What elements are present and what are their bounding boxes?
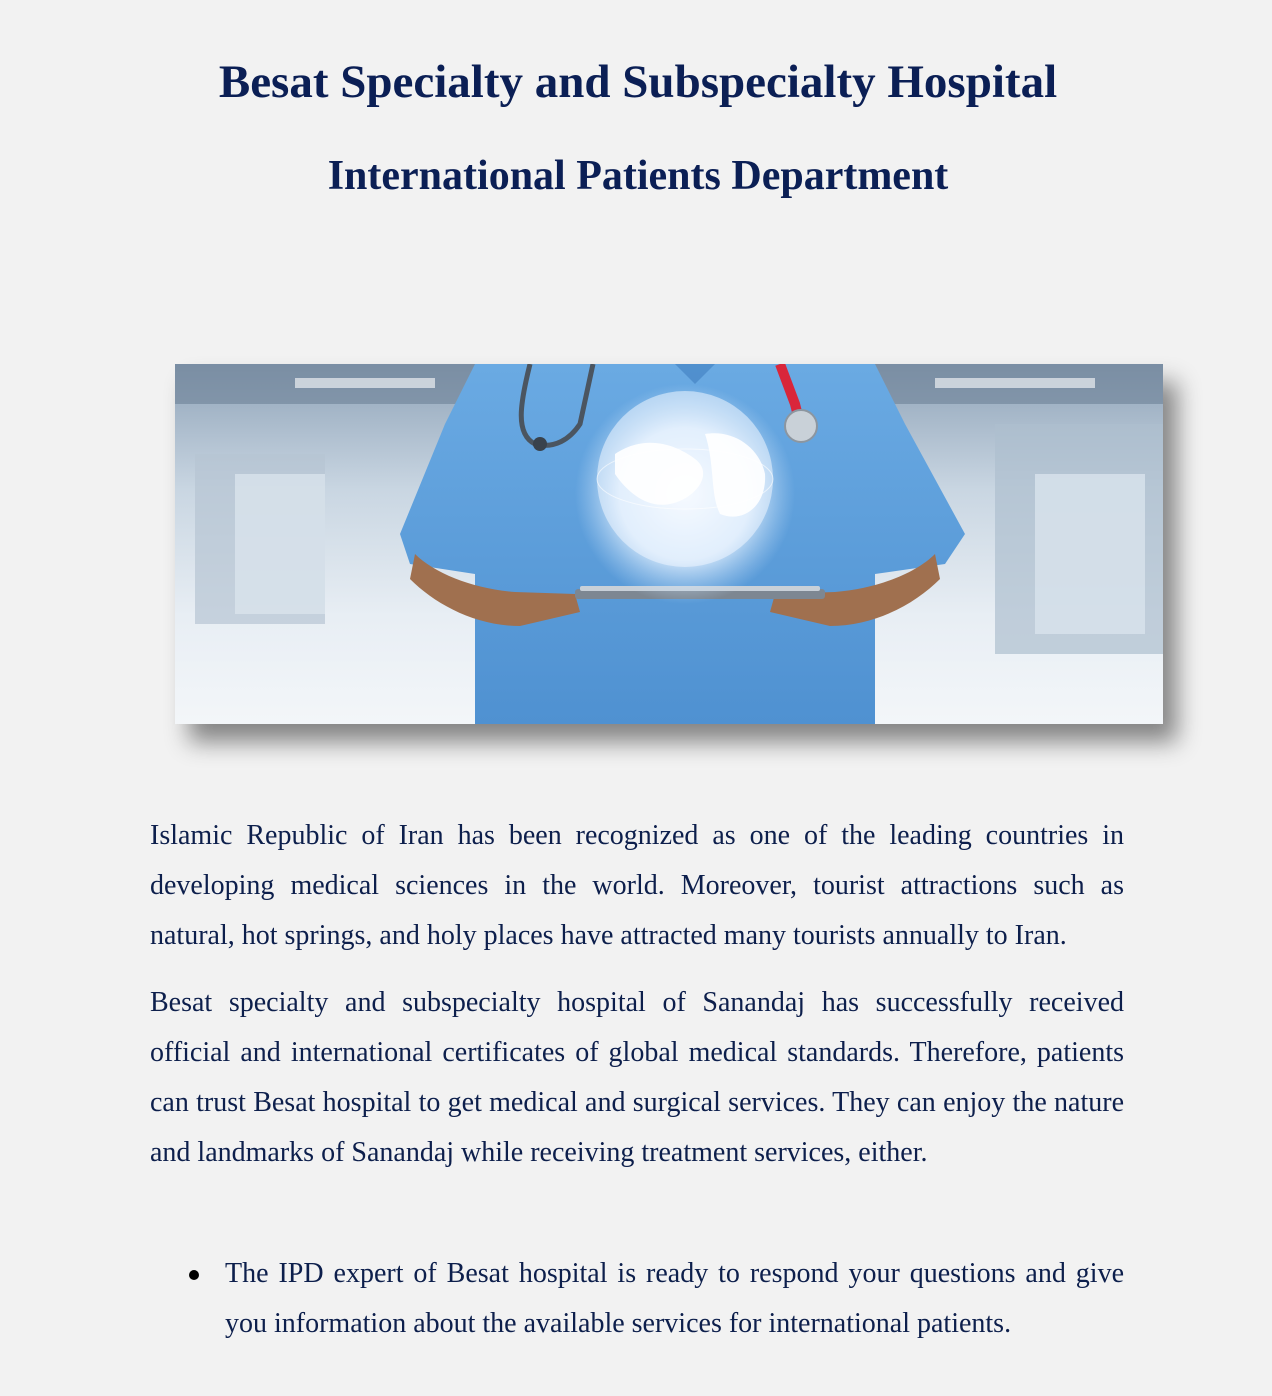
list-item-text: The IPD expert of Besat hospital is ready to respond your questions and give you information about the available services for international patients. [225,1258,1124,1339]
hospital-paragraph: Besat specialty and subspecialty hospital of Sanandaj has successfully received official and international certificates of global medical standards. Therefore, patients can trust Besat hospital to get medical and surgical services. They can enjoy the nature and landmarks of Sanandaj while receiving treatment services, either. [150,987,1124,1168]
page-subtitle: International Patients Department [327,153,949,199]
list-item [150,1249,1124,1349]
intro-paragraph: Islamic Republic of Iran has been recognized as one of the leading countries in developing medical sciences in the world. Moreover, tourist attractions such as natural, hot springs, and holy places have attracted many tourists annually to Iran. [150,820,1124,951]
bullet-list [150,1249,1124,1349]
bullet-icon [189,1270,199,1280]
hero-image [175,364,1163,724]
page-title: Besat Specialty and Subspecialty Hospital [218,56,1058,108]
